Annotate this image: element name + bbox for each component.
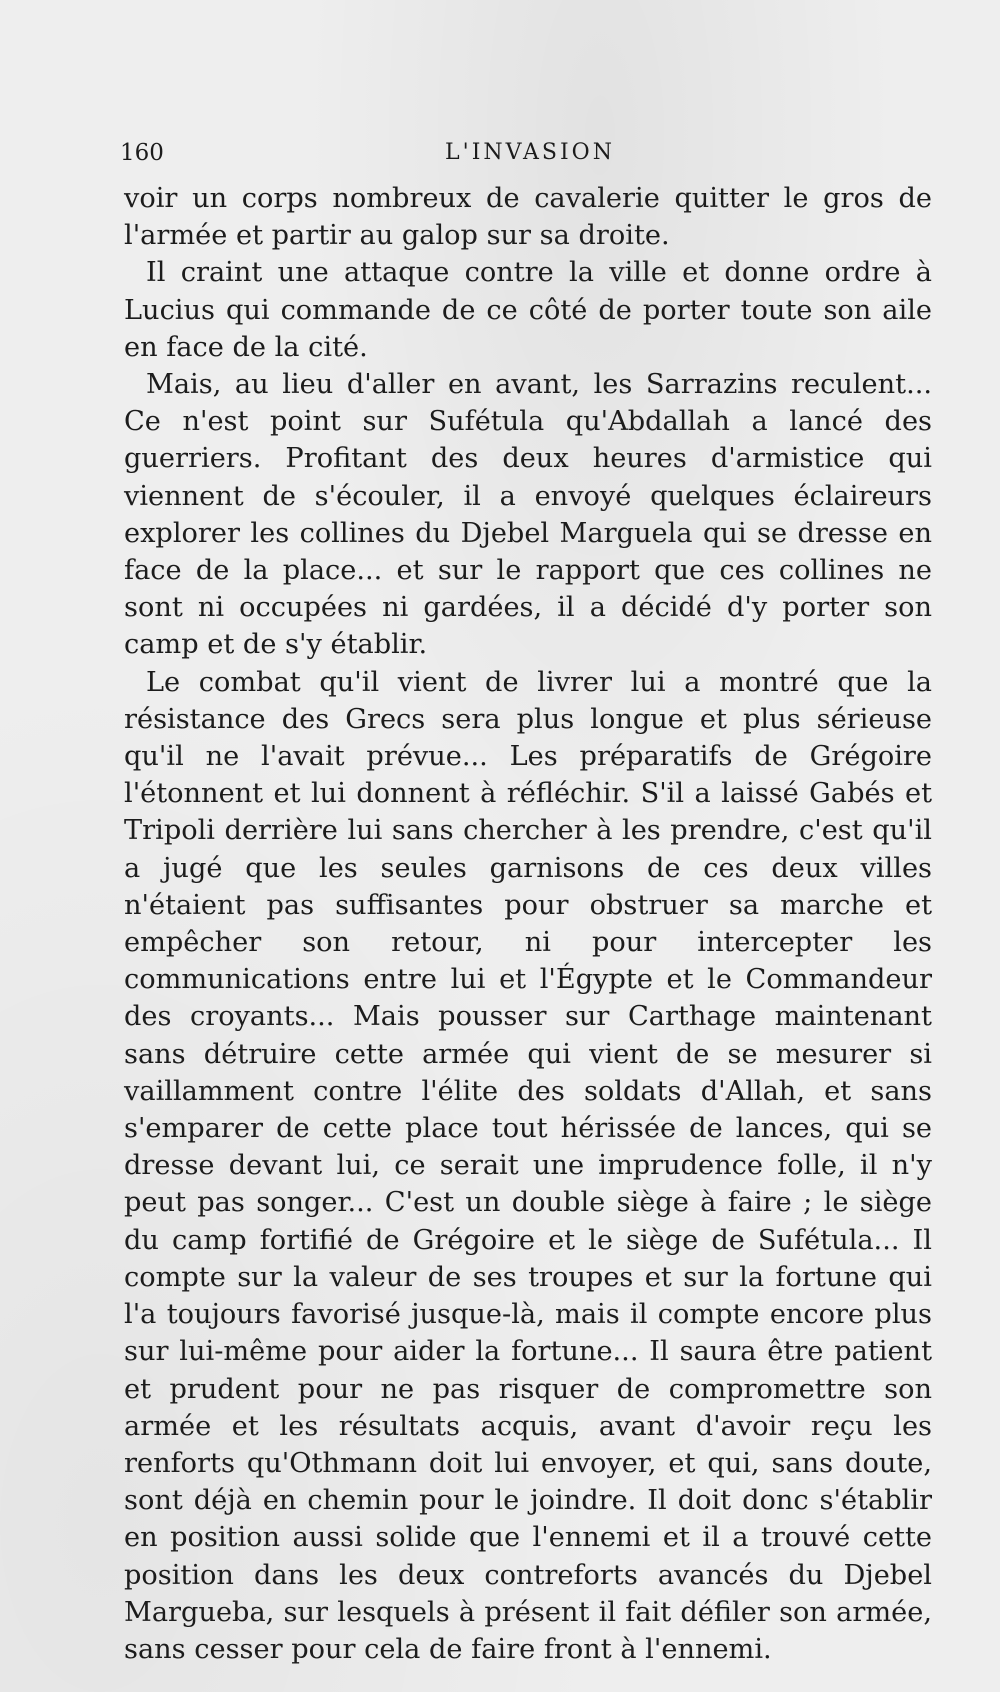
paragraph: Mais, au lieu d'aller en avant, les Sarrazins reculent... Ce n'est point sur Sufétula qu'Abdallah a lancé des guerriers. Profitant des deux heures d'armistice qui viennent de s'écouler, il a envoyé quelques éclaireurs explorer les collines du Djebel Marguela qui se dresse en face de la place... et sur le rapport que ces collines ne sont ni occupées ni gardées, il a décidé d'y porter son camp et de s'y établir.: [124, 369, 932, 661]
running-title: L'INVASION: [445, 140, 615, 165]
paragraph-continued: voir un corps nombreux de cavalerie quitter le gros de l'armée et partir au galop sur sa droite.: [124, 183, 932, 252]
page-number: 160: [120, 140, 164, 166]
paragraph: Le combat qu'il vient de livrer lui a montré que la résistance des Grecs sera plus longue et plus sérieuse qu'il ne l'avait prévue... Les préparatifs de Grégoire l'étonnent et lui donnent à réfléchir. S'il a laissé Gabés et Tripoli derrière lui sans chercher à les prendre, c'est qu'il a jugé que les seules garnisons de ces deux villes n'étaient pas suffisantes pour obstruer sa marche et empêcher son retour, ni pour intercepter les communications entre lui et l'Égypte et le Commandeur des croyants... Mais pousser sur Carthage maintenant sans détruire cette armée qui vient de se mesurer si vaillamment contre l'élite des soldats d'Allah, et sans s'emparer de cette place tout hérissée de lances, qui se dresse devant lui, ce serait une imprudence folle, il n'y peut pas songer... C'est un double siège à faire ; le siège du camp fortifié de Grégoire et le siège de Sufétula... Il compte sur la valeur de ses troupes et sur la fortune qui l'a toujours favorisé jusque-là, mais il compte encore plus sur lui-même pour aider la fortune... Il saura être patient et prudent pour ne pas risquer de compromettre son armée et les résultats acquis, avant d'avoir reçu les renforts qu'Othmann doit lui envoyer, et qui, sans doute, sont déjà en chemin pour le joindre. Il doit donc s'établir en position aussi solide que l'ennemi et il a trouvé cette position dans les deux contreforts avancés du Djebel Margueba, sur lesquels à présent il fait défiler son armée, sans cesser pour cela de faire front à l'ennemi.: [124, 666, 932, 1665]
paragraph: Il craint une attaque contre la ville et donne ordre à Lucius qui commande de ce côté de porter toute son aile en face de la cité.: [124, 257, 932, 363]
running-header: [120, 140, 940, 180]
body-text: [124, 180, 932, 1668]
